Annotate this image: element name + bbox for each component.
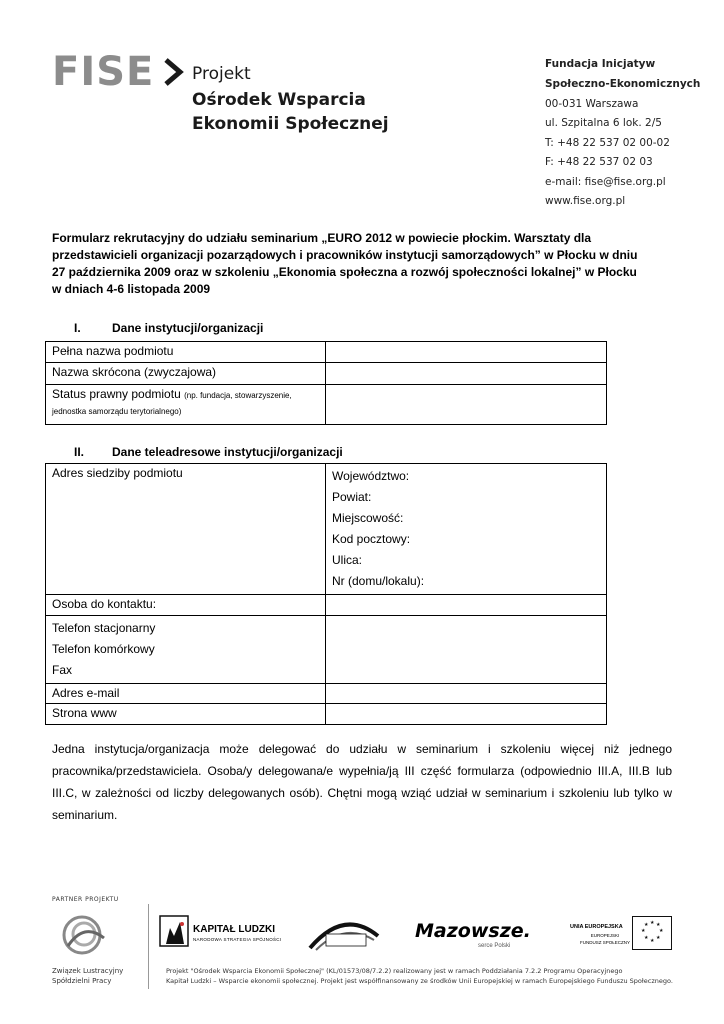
legal-status-label: Status prawny podmiotu (52, 387, 185, 401)
form-title (52, 230, 672, 298)
label-contact-person: Osoba do kontaktu: (46, 595, 326, 616)
funding-note-line: Projekt "Ośrodek Wsparcia Ekonomii Społecznej" (KL/01573/08/7.2.2) realizowany jest w ramach Poddziałania 7.2.2 Programu Operacyjnego (166, 967, 623, 975)
contact-street: ul. Szpitalna 6 lok. 2/5 (545, 117, 662, 129)
project-funding-note (166, 966, 686, 986)
phones-field[interactable] (326, 616, 607, 684)
funding-note-line: Kapitał Ludzki – Wsparcie ekonomii społecznej. Projekt jest współfinansowany ze środków Unii Europejskiej w ramach Europejskiego Funduszu Społecznego. (166, 977, 673, 985)
address-field[interactable] (326, 464, 607, 595)
eu-title: UNIA EUROPEJSKA (570, 924, 623, 930)
section-1-heading (74, 321, 263, 335)
partner-name (52, 966, 123, 986)
label-short-name: Nazwa skrócona (zwyczajowa) (46, 363, 326, 385)
delegation-note: Jedna instytucja/organizacja może delegować do udziału w seminarium i szkoleniu więcej niż jednego pracownika/przedstawiciela. Osoba/y delegowana/e wypełnia/ją III część formularza (odpowiednio III.A, III.B lub III.C, w zależności od liczby delegowanych osób). Chętni mogą wziąć udział w seminarium i szkoleniu lub tylko w seminarium. (52, 742, 672, 822)
contact-table (45, 463, 607, 725)
address-voivodeship-label: Województwo: (332, 469, 410, 483)
label-www: Strona www (46, 704, 326, 725)
svg-text:★: ★ (659, 928, 664, 934)
address-number-label: Nr (domu/lokalu): (332, 574, 425, 588)
contact-org-line-1: Fundacja Inicjatyw (545, 58, 656, 70)
project-name-line-1: Ośrodek Wsparcia (192, 90, 366, 110)
project-name-line-2: Ekonomii Społecznej (192, 114, 389, 134)
address-city-label: Miejscowość: (332, 511, 404, 525)
institution-table (45, 341, 607, 425)
mazowiecka-jednostka-logo-icon (306, 914, 382, 954)
kapital-ludzki-subtitle: NARODOWA STRATEGIA SPÓJNOŚCI (193, 937, 282, 942)
svg-text:★: ★ (656, 922, 661, 928)
email-field[interactable] (326, 684, 607, 704)
svg-text:★: ★ (644, 935, 649, 941)
section-1-title: Dane instytucji/organizacji (112, 321, 264, 335)
form-title-line: w dniach 4-6 listopada 2009 (52, 282, 211, 296)
label-address: Adres siedziby podmiotu (46, 464, 326, 595)
label-phones (46, 616, 326, 684)
label-fax: Fax (52, 663, 73, 677)
label-legal-status (46, 385, 326, 425)
address-postal-label: Kod pocztowy: (332, 532, 411, 546)
label-landline: Telefon stacjonarny (52, 621, 156, 635)
mazowsze-tagline: serce Polski (478, 943, 511, 949)
contact-person-field[interactable] (326, 595, 607, 616)
kapital-ludzki-title: KAPITAŁ LUDZKI (193, 924, 276, 935)
mazowsze-logo: Mazowsze. (415, 920, 531, 942)
partner-name-line: Związek Lustracyjny (52, 967, 124, 975)
svg-text:★: ★ (650, 938, 655, 944)
contact-org-line-2: Społeczno-Ekonomicznych (545, 78, 701, 90)
partner-label: PARTNER PROJEKTU (52, 896, 119, 903)
www-field[interactable] (326, 704, 607, 725)
form-title-line: 27 października 2009 oraz w szkoleniu „Ekonomia społeczna a rozwój społeczności lokalnej” w Płocku (52, 265, 637, 279)
svg-text:★: ★ (644, 922, 649, 928)
svg-text:★: ★ (656, 935, 661, 941)
section-2-heading (74, 445, 343, 459)
eu-subtitle-line: FUNDUSZ SPOŁECZNY (580, 940, 631, 945)
label-full-name: Pełna nazwa podmiotu (46, 342, 326, 363)
kapital-ludzki-icon (158, 914, 190, 948)
address-county-label: Powiat: (332, 490, 372, 504)
section-2-number: II. (74, 445, 85, 459)
form-title-line: Formularz rekrutacyjny do udziału seminarium „EURO 2012 w powiecie płockim. Warsztaty dla (52, 231, 592, 245)
full-name-field[interactable] (326, 342, 607, 363)
partner-logo-icon (58, 912, 110, 958)
project-label: Projekt (192, 64, 251, 84)
svg-text:★: ★ (650, 920, 655, 926)
label-email: Adres e-mail (46, 684, 326, 704)
svg-text:★: ★ (641, 928, 646, 934)
section-2-title: Dane teleadresowe instytucji/organizacji (112, 445, 343, 459)
contact-www: www.fise.org.pl (545, 195, 626, 207)
contact-email: e-mail: fise@fise.org.pl (545, 176, 666, 188)
address-street-label: Ulica: (332, 553, 363, 567)
eu-flag-icon (632, 916, 672, 950)
section-1-number: I. (74, 321, 81, 335)
short-name-field[interactable] (326, 363, 607, 385)
legal-status-note-2: jednostka samorządu terytorialnego) (52, 407, 182, 416)
contact-postal: 00-031 Warszawa (545, 98, 639, 110)
legal-status-note: (np. fundacja, stowarzyszenie, (184, 391, 292, 400)
eu-subtitle (580, 932, 630, 946)
fise-chevron-icon (162, 56, 186, 88)
legal-status-field[interactable] (326, 385, 607, 425)
partner-name-line: Spółdzielni Pracy (52, 977, 112, 985)
eu-subtitle-line: EUROPEJSKI (590, 933, 620, 938)
fise-logo: FISE (52, 49, 155, 95)
contact-phone: T: +48 22 537 02 00-02 (545, 137, 670, 149)
contact-fax: F: +48 22 537 02 03 (545, 156, 653, 168)
form-title-line: przedstawicieli organizacji pozarządowych i pracowników instytucji samorządowych” w Płocku w dniu (52, 248, 638, 262)
label-mobile: Telefon komórkowy (52, 642, 155, 656)
footer-divider (148, 904, 149, 989)
